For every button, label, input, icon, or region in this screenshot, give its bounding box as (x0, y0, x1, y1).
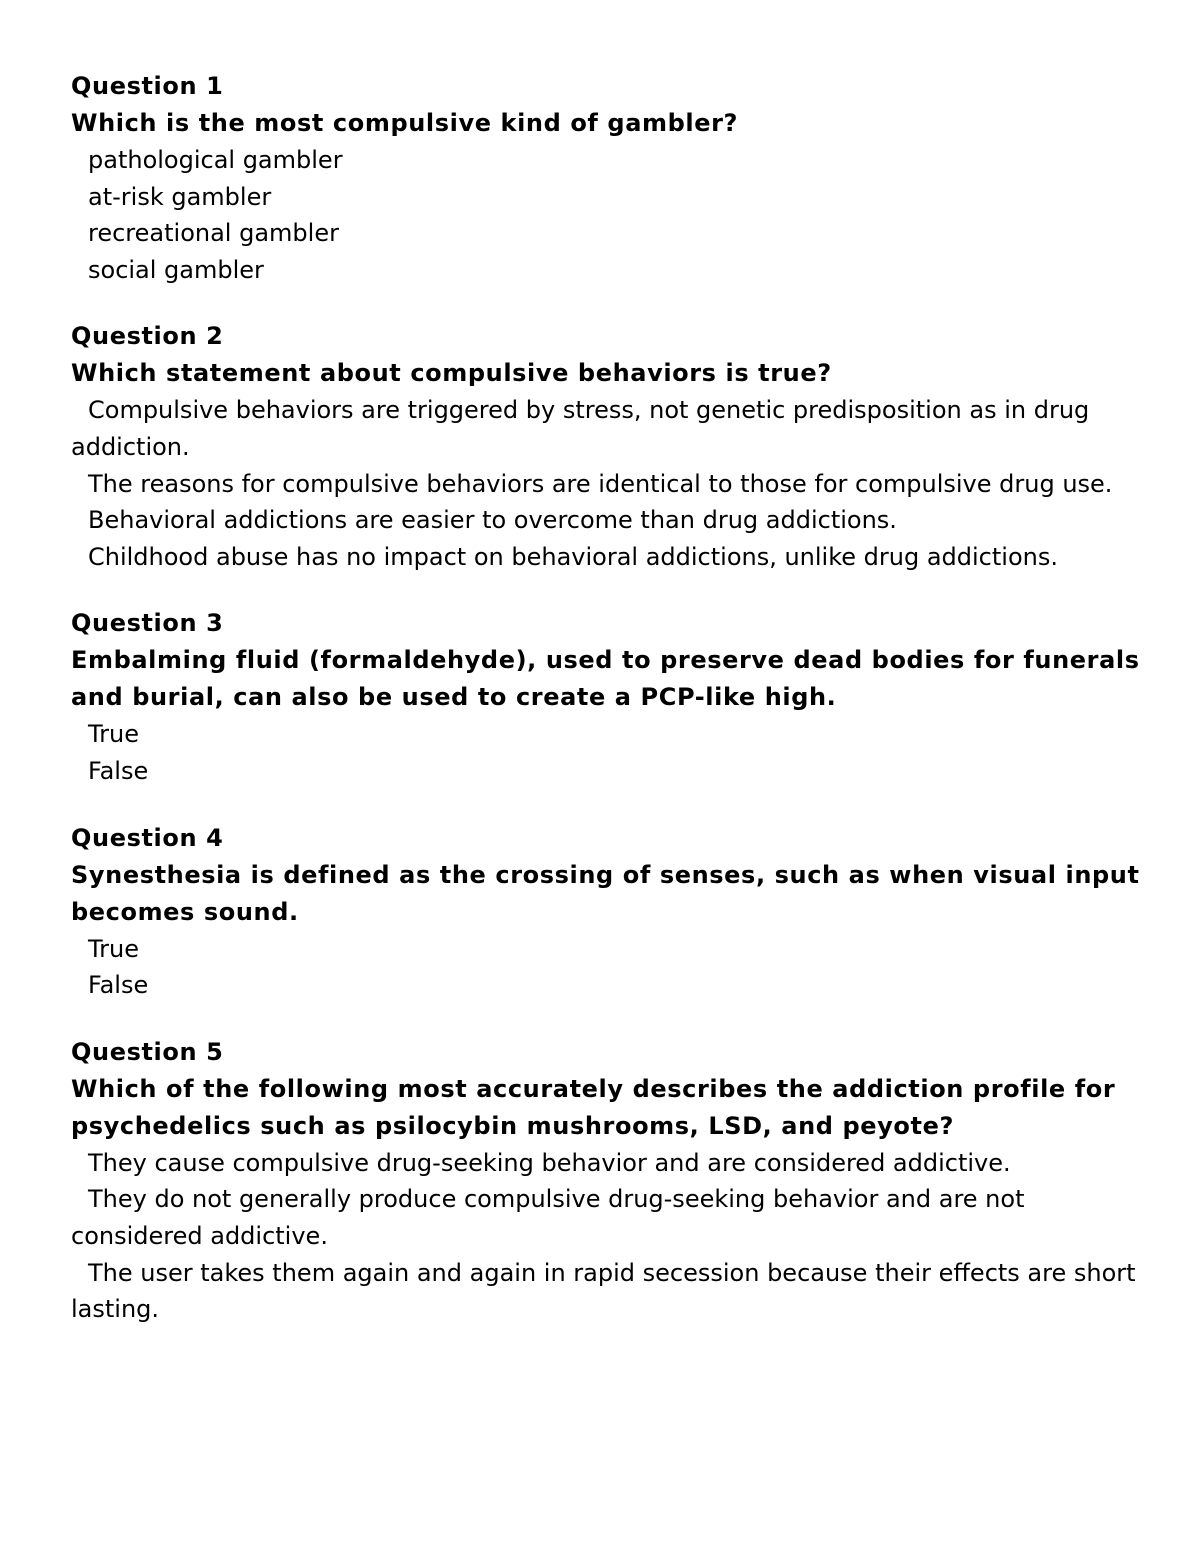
question-prompt: Which of the following most accurately describes the addiction profile for psychedelics such as psilocybin mushrooms, LSD, and peyote? (71, 1074, 1116, 1140)
question-5 (71, 1034, 1141, 1328)
question-prompt: Which statement about compulsive behaviors is true? (71, 359, 832, 388)
answer-option[interactable]: False (88, 971, 149, 1000)
answer-option[interactable]: Behavioral addictions are easier to overcome than drug addictions. (88, 506, 897, 535)
answer-options (71, 392, 1141, 575)
question-label: Question 3 (71, 609, 224, 638)
question-label: Question 1 (71, 72, 224, 100)
answer-option[interactable]: True (88, 934, 139, 963)
answer-option[interactable]: recreational gambler (88, 219, 339, 248)
question-1 (71, 68, 1141, 288)
answer-option[interactable]: at-risk gambler (88, 182, 272, 211)
question-2 (71, 318, 1141, 575)
answer-options (71, 1145, 1141, 1328)
question-prompt: Synesthesia is defined as the crossing of senses, such as when visual input becomes sound. (71, 860, 1140, 926)
question-4 (71, 820, 1141, 1004)
answer-option[interactable]: They cause compulsive drug-seeking behavior and are considered addictive. (88, 1148, 1011, 1177)
question-label: Question 5 (71, 1037, 224, 1066)
answer-option[interactable]: social gambler (88, 255, 264, 284)
question-label: Question 2 (71, 322, 224, 351)
question-label: Question 4 (71, 823, 224, 852)
answer-options (71, 142, 1141, 288)
answer-option[interactable]: Childhood abuse has no impact on behavioral addictions, unlike drug addictions. (88, 542, 1058, 571)
answer-option[interactable]: pathological gambler (88, 146, 343, 174)
answer-option[interactable]: Compulsive behaviors are triggered by stress, not genetic predisposition as in drug addiction. (71, 396, 1090, 461)
answer-option[interactable]: The reasons for compulsive behaviors are identical to those for compulsive drug use. (88, 469, 1113, 498)
answer-option[interactable]: The user takes them again and again in rapid secession because their effects are short lasting. (71, 1258, 1136, 1324)
question-3 (71, 605, 1141, 789)
question-prompt: Embalming fluid (formaldehyde), used to preserve dead bodies for funerals and burial, can also be used to create a PCP-like high. (71, 646, 1140, 712)
answer-options (71, 931, 1141, 1004)
answer-option[interactable]: False (88, 756, 149, 785)
answer-option[interactable]: They do not generally produce compulsive drug-seeking behavior and are not considered addictive. (71, 1185, 1025, 1250)
document-page (71, 68, 1141, 1358)
answer-option[interactable]: True (88, 720, 139, 749)
question-prompt: Which is the most compulsive kind of gambler? (71, 109, 739, 137)
answer-options (71, 716, 1141, 789)
